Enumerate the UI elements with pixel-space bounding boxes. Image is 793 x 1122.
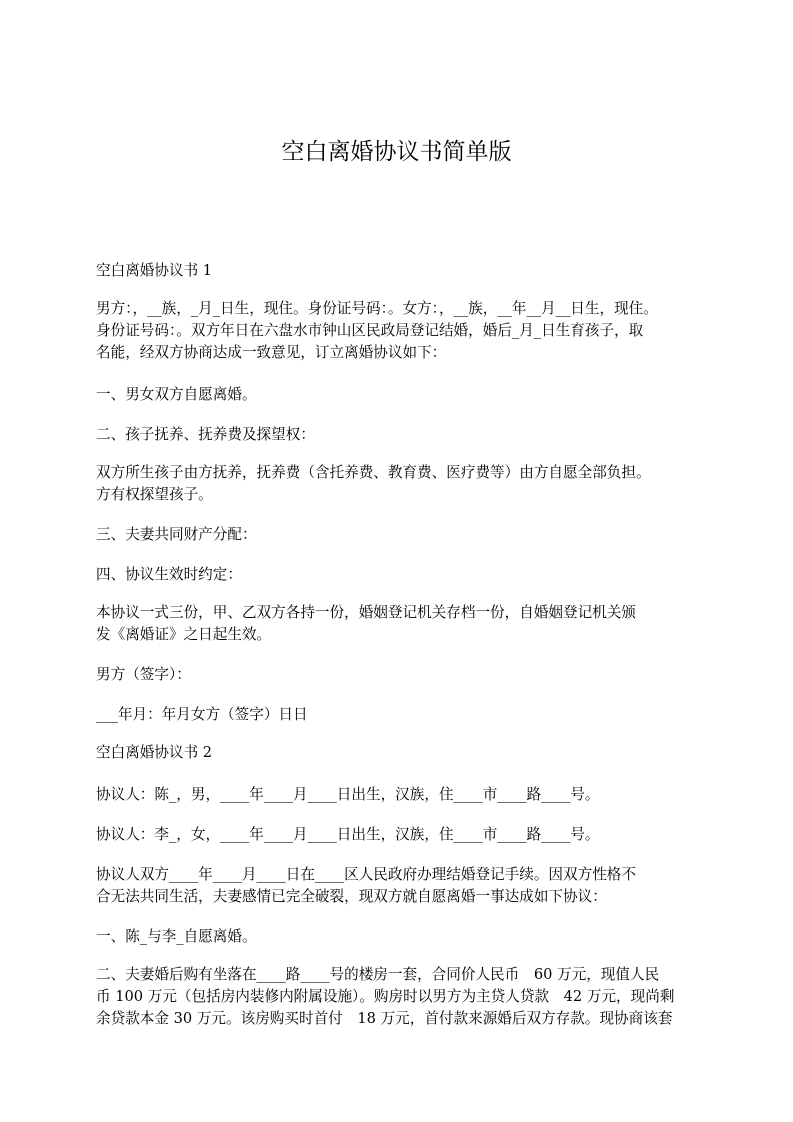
text-line: 余贷款本金 30 万元。该房购买时首付 18 万元，首付款来源婚后双方存款。现协商该套 [96, 1010, 673, 1027]
text-line: 双方所生孩子由方抚养，抚养费（含托养费、教育费、医疗费等）由方自愿全部负担。 [96, 464, 651, 481]
text-line: 一、男女双方自愿离婚。 [96, 386, 257, 403]
text-line: 四、协议生效时约定： [96, 566, 242, 583]
signature-male [96, 664, 716, 686]
clause-2 [96, 424, 716, 446]
text-line: ___年月：年月女方（签字）日日 [96, 706, 308, 723]
section-heading-2 [96, 742, 716, 764]
text-line: 男方（签字）： [96, 666, 191, 683]
text-line: 二、孩子抚养、抚养费及探望权： [96, 426, 315, 443]
text-line: 币 100 万元（包括房内装修内附属设施）。购房时以男方为主贷人贷款 42 万元，现尚剩 [96, 988, 675, 1005]
text-line: 协议人：陈_，男，____年____月____日出生，汉族，住____市____路____号。 [96, 786, 600, 803]
paragraph-effective [96, 602, 716, 646]
party-chen [96, 784, 716, 806]
text-line: 发《离婚证》之日起生效。 [96, 626, 272, 643]
section-heading-1 [96, 260, 716, 282]
text-line: 合无法共同生活，夫妻感情已完全破裂，现双方就自愿离婚一事达成如下协议： [96, 888, 607, 905]
text-line: 二、夫妻婚后购有坐落在____路____号的楼房一套，合同价人民币 60 万元，现值人民 [96, 966, 660, 983]
text-line: 方有权探望孩子。 [96, 486, 213, 503]
clause-1 [96, 384, 716, 406]
text-line: 空白离婚协议书 2 [96, 744, 213, 761]
paragraph-property [96, 964, 716, 1030]
paragraph-marriage-registration [96, 864, 716, 908]
text-line: 本协议一式三份，甲、乙双方各持一份，婚姻登记机关存档一份，自婚姻登记机关颁 [96, 604, 636, 621]
party-li [96, 824, 716, 846]
signature-date-line [96, 704, 716, 726]
text-line: 协议人双方____年____月____日在____区人民政府办理结婚登记手续。因双方性格不 [96, 866, 636, 883]
document-title: 空白离婚协议书简单版 [281, 139, 512, 165]
clause-3 [96, 524, 716, 546]
text-line: 空白离婚协议书 1 [96, 262, 213, 279]
text-line: 身份证号码：。双方年日在六盘水市钟山区民政局登记结婚，婚后_月_日生育孩子，取 [96, 322, 644, 339]
paragraph-custody [96, 462, 716, 506]
paragraph-parties-1 [96, 298, 716, 364]
clause-4 [96, 564, 716, 586]
clause-divorce [96, 926, 716, 948]
text-line: 协议人：李_，女，____年____月____日出生，汉族，住____市____路____号。 [96, 826, 600, 843]
text-line: 名能，经双方协商达成一致意见，订立离婚协议如下： [96, 344, 447, 361]
text-line: 一、陈_与李_自愿离婚。 [96, 928, 257, 945]
text-line: 男方：，__族，_月_日生，现住。身份证号码：。女方：，__族，__年__月__日生，现住。 [96, 300, 658, 317]
text-line: 三、夫妻共同财产分配： [96, 526, 257, 543]
